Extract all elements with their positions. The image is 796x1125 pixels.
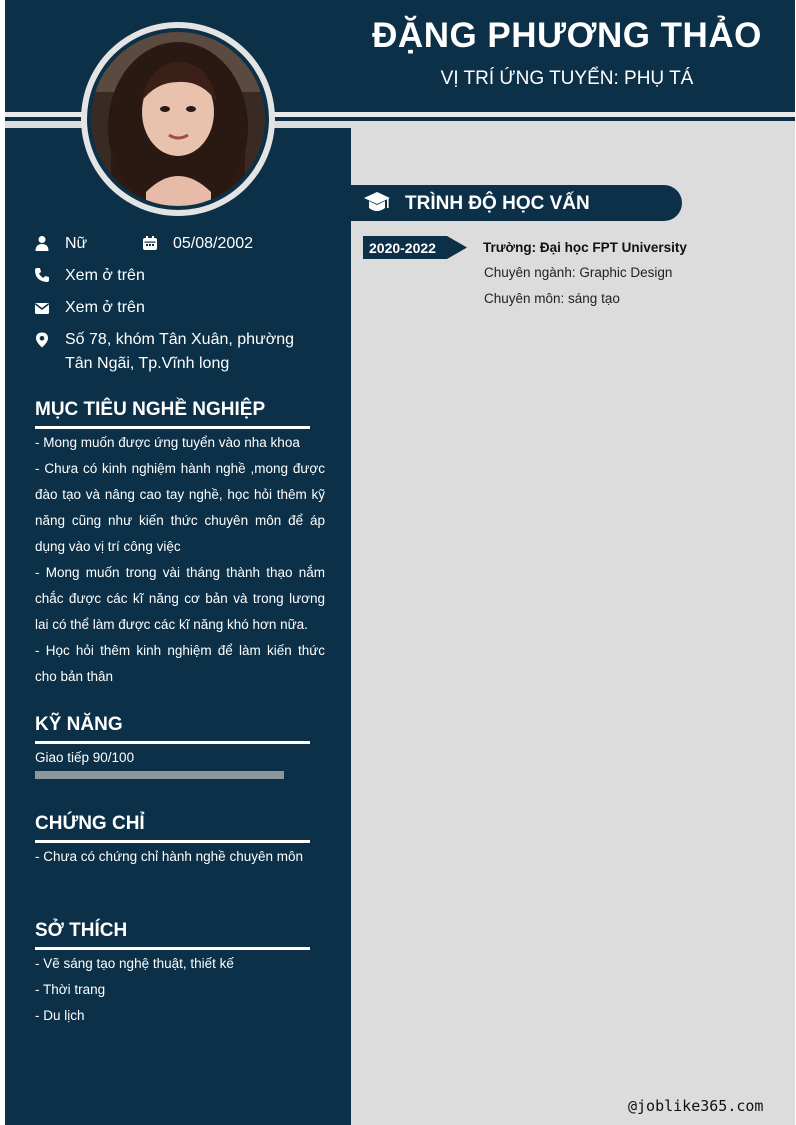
education-major: Chuyên ngành: Graphic Design (484, 265, 673, 280)
certificates-heading: CHỨNG CHỈ (35, 813, 310, 843)
avatar-photo (91, 32, 265, 206)
calendar-icon (142, 235, 158, 251)
education-school: Trường: Đại học FPT University (483, 240, 687, 255)
hobby-line: - Vẽ sáng tạo nghệ thuật, thiết kế (35, 956, 234, 971)
candidate-name: ĐẶNG PHƯƠNG THẢO (372, 16, 762, 55)
resume-page (5, 0, 795, 1125)
objective-line: - Chưa có kinh nghiệm hành nghề ,mong được đào tạo và nâng cao tay nghề, học hỏi thêm kỹ năng cũng như kiến thức chuyên môn để áp dụng vào vị trí công việc (35, 461, 325, 554)
hobby-line: - Thời trang (35, 982, 106, 997)
skill-label: Giao tiếp 90/100 (35, 750, 135, 765)
phone-icon (34, 267, 50, 283)
footer-watermark: @joblike365.com (628, 1097, 764, 1115)
hobbies-body (35, 951, 325, 1029)
address-value: Số 78, khóm Tân Xuân, phường Tân Ngãi, Tp.Vĩnh long (65, 331, 295, 372)
hobbies-heading: SỞ THÍCH (35, 920, 310, 950)
applied-position: VỊ TRÍ ỨNG TUYỂN: PHỤ TÁ (440, 68, 694, 89)
person-icon (34, 235, 50, 251)
objective-line: - Mong muốn trong vài tháng thành thạo nắm chắc được các kĩ năng cơ bản và trong lương lai có thể làm được các kĩ năng khó hơn nữa. (35, 565, 325, 632)
education-specialty: Chuyên môn: sáng tạo (484, 291, 620, 306)
objective-line: - Học hỏi thêm kinh nghiệm để làm kiến thức cho bản thân (35, 643, 325, 684)
certificate-line: - Chưa có chứng chỉ hành nghề chuyên môn (35, 849, 303, 864)
phone-value: Xem ở trên (65, 267, 145, 284)
education-heading: TRÌNH ĐỘ HỌC VẤN (405, 193, 590, 214)
birthdate-value: 05/08/2002 (173, 235, 254, 252)
envelope-icon (34, 300, 50, 316)
hobby-line: - Du lịch (35, 1008, 85, 1023)
email-value: Xem ở trên (65, 299, 145, 316)
graduation-cap-icon (363, 190, 391, 216)
skills-heading: KỸ NĂNG (35, 714, 310, 744)
certificates-body (35, 844, 325, 870)
education-years: 2020-2022 (369, 240, 436, 256)
gender-value: Nữ (65, 235, 88, 252)
objective-heading: MỤC TIÊU NGHỀ NGHIỆP (35, 399, 310, 429)
objective-line: - Mong muốn được ứng tuyển vào nha khoa (35, 435, 300, 450)
map-pin-icon (34, 332, 50, 348)
objective-body (35, 430, 325, 690)
skill-bar (35, 771, 284, 779)
avatar (91, 32, 265, 206)
